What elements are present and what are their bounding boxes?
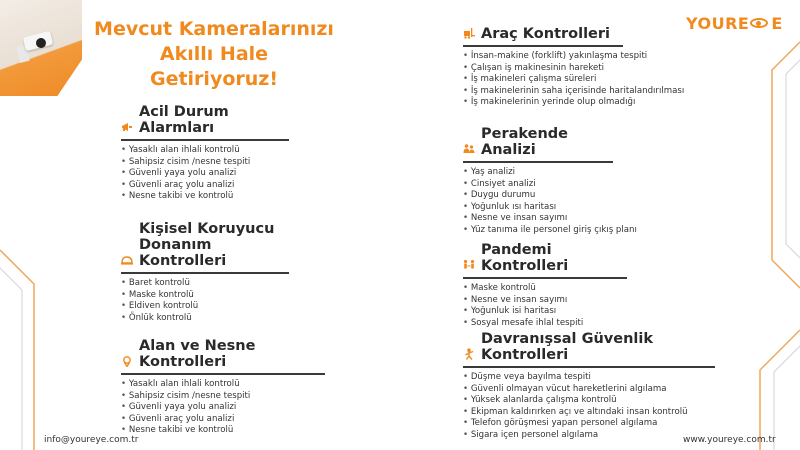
list-item: • Duygu durumu: [463, 190, 613, 202]
distancing-icon: [463, 259, 475, 271]
behavior-icon: [463, 348, 475, 360]
section-list: [121, 379, 325, 437]
section-list: [463, 283, 627, 329]
section-header: [463, 126, 613, 163]
section-list: [463, 372, 715, 441]
section-header: [463, 331, 715, 368]
location-icon: [121, 355, 133, 367]
section-perakende: [463, 126, 637, 236]
section-acil-durum: [121, 104, 289, 203]
logo-suffix: E: [771, 14, 783, 33]
section-header: [121, 221, 289, 274]
list-item: • Sigara içen personel algılama: [463, 430, 715, 442]
list-item: • Yasaklı alan ihlali kontrolü: [121, 379, 325, 391]
footer-website[interactable]: www.youreye.com.tr: [683, 435, 776, 445]
list-item: • Sahipsiz cisim /nesne tespiti: [121, 391, 325, 403]
list-item: • Sosyal mesafe ihlal tespiti: [463, 318, 627, 330]
list-item: • Nesne takibi ve kontrolü: [121, 425, 325, 437]
list-item: • Nesne takibi ve kontrolü: [121, 191, 289, 203]
section-title: Acil Durum Alarmları: [139, 104, 229, 136]
section-title: [139, 221, 289, 269]
section-davranissal: [463, 331, 715, 441]
list-item: • Maske kontrolü: [463, 283, 627, 295]
list-item: • Önlük kontrolü: [121, 313, 289, 325]
list-item: • Güvenli araç yolu analizi: [121, 180, 289, 192]
list-item: • Düşme veya bayılma tespiti: [463, 372, 715, 384]
list-item: • İş makinelerinin yerinde olup olmadığı: [463, 97, 623, 109]
section-title: Perakende Analizi: [481, 126, 569, 158]
list-item: • Ekipman kaldırırken açı ve altındaki insan kontrolü: [463, 407, 715, 419]
eye-icon: [750, 18, 770, 30]
list-item: • Eldiven kontrolü: [121, 301, 289, 313]
list-item: • Nesne ve insan sayımı: [463, 295, 627, 307]
list-item: • İş makinelerinin saha içerisinde haritalandırılması: [463, 86, 623, 98]
list-item: • Yüksek alanlarda çalışma kontrolü: [463, 395, 715, 407]
list-item: • Telefon görüşmesi yapan personel algılama: [463, 418, 715, 430]
headline-line-1: Mevcut Kameralarınızı: [94, 18, 334, 40]
section-pandemi: [463, 242, 627, 329]
section-title: Pandemi Kontrolleri: [481, 242, 569, 274]
section-kkd: [121, 221, 289, 324]
headline-line-2: Akıllı Hale Getiriyoruz!: [149, 43, 279, 90]
list-item: • Yoğunluk isi haritası: [463, 306, 627, 318]
list-item: • Sahipsiz cisim /nesne tespiti: [121, 157, 289, 169]
list-item: • İnsan-makine (forklift) yakınlaşma tespiti: [463, 51, 623, 63]
list-item: • İş makineleri çalışma süreleri: [463, 74, 623, 86]
list-item: • Yüz tanıma ile personel giriş çıkış planı: [463, 225, 613, 237]
section-list: [121, 145, 289, 203]
section-alan-nesne: [121, 338, 325, 437]
list-item: • Çalışan iş makinesinin hareketi: [463, 63, 623, 75]
logo-prefix: YOURE: [686, 14, 750, 33]
forklift-icon: [463, 27, 475, 39]
brand-logo: [686, 14, 783, 33]
list-item: • Baret kontrolü: [121, 278, 289, 290]
helmet-icon: [121, 254, 133, 266]
list-item: • Yaş analizi: [463, 167, 613, 179]
section-title-line-1: Kişisel Koruyucu: [139, 221, 275, 237]
section-title: Araç Kontrolleri: [481, 26, 611, 42]
section-header: [463, 26, 623, 47]
section-title: Davranışsal Güvenlik Kontrolleri: [481, 331, 653, 363]
section-header: [121, 338, 325, 375]
section-header: [463, 242, 627, 279]
list-item: • Güvenli yaya yolu analizi: [121, 402, 325, 414]
section-title: Alan ve Nesne Kontrolleri: [139, 338, 256, 370]
section-arac: [463, 26, 685, 109]
headline: [94, 17, 334, 92]
list-item: • Yasaklı alan ihlali kontrolü: [121, 145, 289, 157]
list-item: • Maske kontrolü: [121, 290, 289, 302]
list-item: • Nesne ve insan sayımı: [463, 213, 613, 225]
megaphone-icon: [121, 121, 133, 133]
list-item: • Güvenli yaya yolu analizi: [121, 168, 289, 180]
list-item: • Güvenli araç yolu analizi: [121, 414, 325, 426]
list-item: • Güvenli olmayan vücut hareketlerini algılama: [463, 384, 715, 396]
section-list: [121, 278, 289, 324]
list-item: • Cinsiyet analizi: [463, 179, 613, 191]
section-title-line-2: Donanım Kontrolleri: [139, 237, 227, 269]
section-header: [121, 104, 289, 141]
section-list: [463, 167, 637, 236]
section-list: [463, 51, 685, 109]
people-icon: [463, 143, 475, 155]
camera-photo-icon: [0, 0, 82, 96]
footer-email[interactable]: info@youreye.com.tr: [44, 435, 139, 445]
list-item: • Yoğunluk ısı haritası: [463, 202, 613, 214]
